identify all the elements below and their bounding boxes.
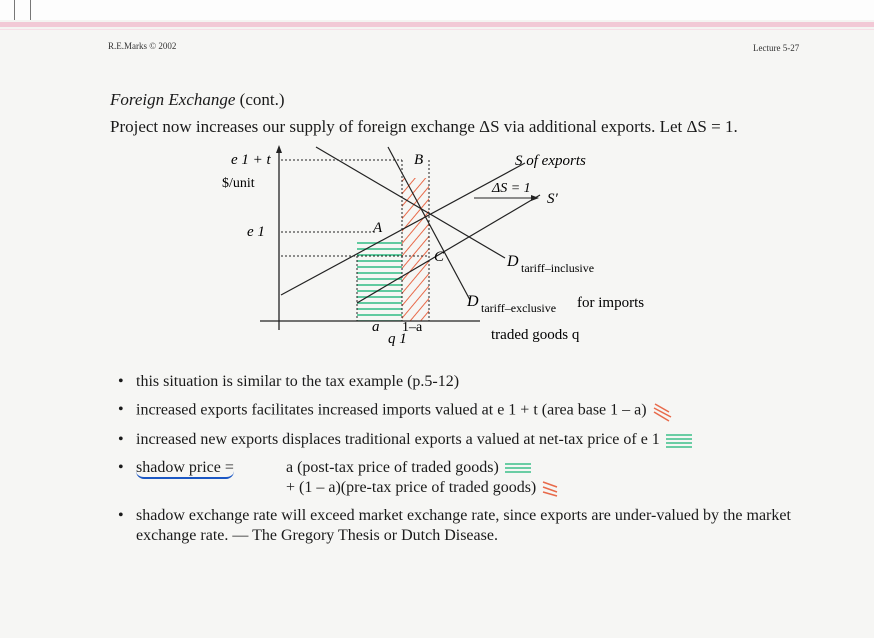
label-q1: q 1 xyxy=(388,331,407,347)
green-hatch-annotation xyxy=(503,461,533,475)
bullet-item: • increased exports facilitates increased imports valued at e 1 + t (area base 1 – a) xyxy=(118,400,838,422)
title-rest: (cont.) xyxy=(239,90,285,109)
bullet-item: • shadow exchange rate will exceed market exchange rate, since exports are under-valued by the market exchange rate. — The Gregory Thesis or Dutch Disease. xyxy=(118,507,791,544)
for-imports-label: for imports xyxy=(577,295,645,311)
label-y-unit: $/unit xyxy=(222,176,255,191)
intro-text: Project now increases our supply of foreign exchange ΔS via additional exports. Let ΔS = 1. xyxy=(110,117,738,136)
delta-s-label: ΔS = 1 xyxy=(492,181,531,196)
label-e1-plus-t: e 1 + t xyxy=(231,152,271,168)
demand-inclusive-D: D xyxy=(507,253,519,270)
author-credit: R.E.Marks © 2002 xyxy=(108,41,177,51)
shadow-price-line2: + (1 – a)(pre-tax price of traded goods) xyxy=(286,479,537,496)
bullet-list xyxy=(118,372,838,554)
label-e1: e 1 xyxy=(247,224,265,240)
bullet-text: increased new exports displaces traditional exports a valued at net-tax price of e 1 xyxy=(136,431,660,448)
bullet-text: increased exports facilitates increased imports valued at e 1 + t (area base 1 – a) xyxy=(136,401,647,419)
bullet-item: • increased new exports displaces traditional exports a valued at net-tax price of e 1 xyxy=(118,430,838,450)
red-hatch-annotation xyxy=(651,400,675,422)
label-1-minus-a: 1–a xyxy=(402,320,423,335)
red-hatch-annotation xyxy=(540,479,560,497)
bullet-item: • this situation is similar to the tax example (p.5-12) xyxy=(118,373,460,390)
demand-exclusive-subscript: tariff–exclusive xyxy=(481,301,557,315)
lecture-number: Lecture 5-27 xyxy=(753,43,800,53)
supply-S-label: S of exports xyxy=(515,153,586,169)
shadow-price-label: shadow price = xyxy=(136,459,234,479)
supply-S-prime-label: S′ xyxy=(547,191,558,207)
bullet-item-shadow-price: • shadow price = a (post-tax price of traded goods) + (1 – a)(pre-tax price of traded goods) xyxy=(118,458,838,498)
bullet-text: shadow exchange rate will exceed market exchange rate, since exports are under-valued by the market exchange rate. — The Gregory Thesis or Dutch Disease. xyxy=(136,507,791,544)
point-A-label: A xyxy=(373,220,383,236)
shadow-price-line1: a (post-tax price of traded goods) xyxy=(286,459,499,476)
x-axis-label: traded goods q xyxy=(491,327,580,343)
green-hatch-annotation xyxy=(664,431,694,449)
point-B-label: B xyxy=(414,152,424,168)
point-C-label: C xyxy=(434,249,445,265)
title-italic: Foreign Exchange xyxy=(110,90,236,109)
label-a: a xyxy=(372,319,380,335)
demand-inclusive-subscript: tariff–inclusive xyxy=(521,261,595,275)
demand-exclusive-D: D xyxy=(467,293,479,310)
bullet-text: this situation is similar to the tax example (p.5-12) xyxy=(136,373,460,390)
y-axis-arrow xyxy=(276,145,282,153)
